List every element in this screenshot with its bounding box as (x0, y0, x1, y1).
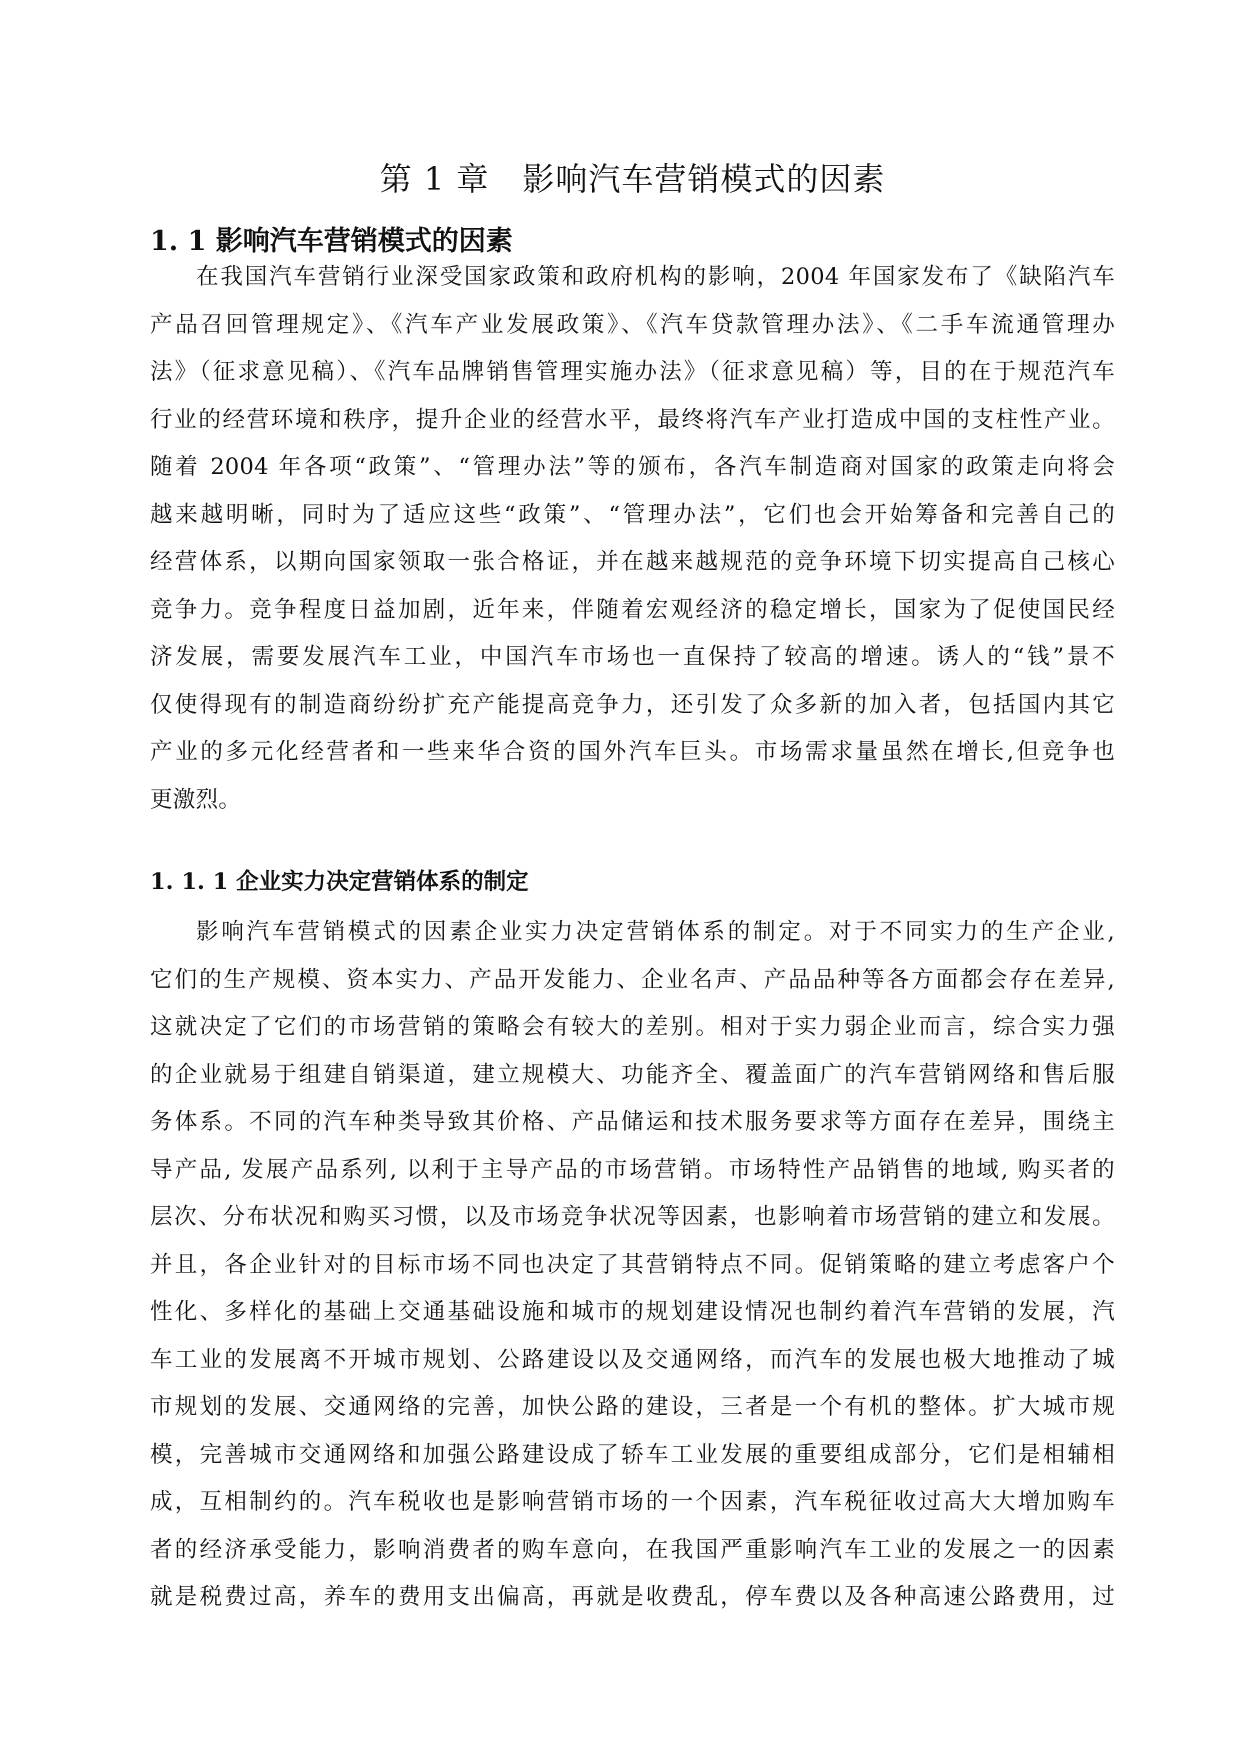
paragraph-line: 市规划的发展、交通网络的完善，加快公路的建设，三者是一个有机的整体。扩大城市规 (150, 1394, 1115, 1420)
paragraph-line: 的企业就易于组建自销渠道，建立规模大、功能齐全、覆盖面广的汽车营销网络和售后服 (150, 1061, 1115, 1088)
paragraph-line: 仅使得现有的制造商纷纷扩充产能提高竞争力，还引发了众多新的加入者，包括国内其它 (150, 691, 1115, 718)
paragraph-line: 越来越明晰，同时为了适应这些“政策”、“管理办法”，它们也会开始筹备和完善自己的 (150, 501, 1115, 528)
paragraph-line: 济发展，需要发展汽车工业，中国汽车市场也一直保持了较高的增速。诱人的“钱”景不 (150, 644, 1115, 670)
paragraph-line: 层次、分布状况和购买习惯，以及市场竞争状况等因素，也影响着市场营销的建立和发展。 (150, 1204, 1115, 1230)
paragraph-line: 法》（征求意见稿）、《汽车品牌销售管理实施办法》（征求意见稿）等，目的在于规范汽车 (150, 359, 1115, 385)
paragraph-line: 随着 2004 年各项“政策”、“管理办法”等的颁布，各汽车制造商对国家的政策走向将会 (150, 454, 1115, 480)
paragraph-line: 这就决定了它们的市场营销的策略会有较大的差别。相对于实力弱企业而言，综合实力强 (150, 1014, 1115, 1040)
chapter-title: 第 1 章 影响汽车营销模式的因素 (379, 160, 886, 198)
paragraph-line: 车工业的发展离不开城市规划、公路建设以及交通网络，而汽车的发展也极大地推动了城 (150, 1346, 1115, 1373)
paragraph-line: 成，互相制约的。汽车税收也是影响营销市场的一个因素，汽车税征收过高大大增加购车 (150, 1489, 1115, 1515)
paragraph-line: 导产品, 发展产品系列, 以利于主导产品的市场营销。市场特性产品销售的地域, 购买者的 (150, 1156, 1115, 1183)
paragraph-line: 行业的经营环境和秩序，提升企业的经营水平，最终将汽车产业打造成中国的支柱性产业。 (150, 406, 1115, 433)
paragraph-line: 产品召回管理规定》、《汽车产业发展政策》、《汽车贷款管理办法》、《二手车流通管理办 (150, 311, 1115, 338)
paragraph-line: 就是税费过高，养车的费用支出偏高，再就是收费乱，停车费以及各种高速公路费用，过 (150, 1584, 1115, 1610)
subsection-paragraph (150, 909, 1115, 1622)
subsection-title: 1. 1. 1 企业实力决定营销体系的制定 (150, 869, 529, 895)
paragraph-line: 性化、多样化的基础上交通基础设施和城市的规划建设情况也制约着汽车营销的发展，汽 (150, 1299, 1115, 1325)
paragraph-line: 在我国汽车营销行业深受国家政策和政府机构的影响，2004 年国家发布了《缺陷汽车 (196, 264, 1115, 290)
paragraph-line: 务体系。不同的汽车种类导致其价格、产品储运和技术服务要求等方面存在差异，围绕主 (150, 1109, 1115, 1135)
section-title: 1. 1 影响汽车营销模式的因素 (150, 226, 513, 257)
paragraph-line: 更激烈。 (150, 786, 242, 813)
paragraph-line: 并且，各企业针对的目标市场不同也决定了其营销特点不同。促销策略的建立考虑客户个 (150, 1251, 1115, 1278)
paragraph-line: 竞争力。竞争程度日益加剧，近年来，伴随着宏观经济的稳定增长，国家为了促使国民经 (150, 596, 1115, 623)
section-paragraph (150, 254, 1115, 824)
paragraph-line: 模，完善城市交通网络和加强公路建设成了轿车工业发展的重要组成部分，它们是相辅相 (150, 1441, 1115, 1468)
paragraph-line: 经营体系，以期向国家领取一张合格证，并在越来越规范的竞争环境下切实提高自己核心 (150, 549, 1115, 575)
paragraph-line: 影响汽车营销模式的因素企业实力决定营销体系的制定。对于不同实力的生产企业, (196, 919, 1115, 945)
paragraph-line: 它们的生产规模、资本实力、产品开发能力、企业名声、产品品种等各方面都会存在差异, (150, 966, 1115, 993)
paragraph-line: 者的经济承受能力，影响消费者的购车意向，在我国严重影响汽车工业的发展之一的因素 (150, 1536, 1115, 1563)
paragraph-line: 产业的多元化经营者和一些来华合资的国外汽车巨头。市场需求量虽然在增长,但竞争也 (150, 739, 1115, 765)
